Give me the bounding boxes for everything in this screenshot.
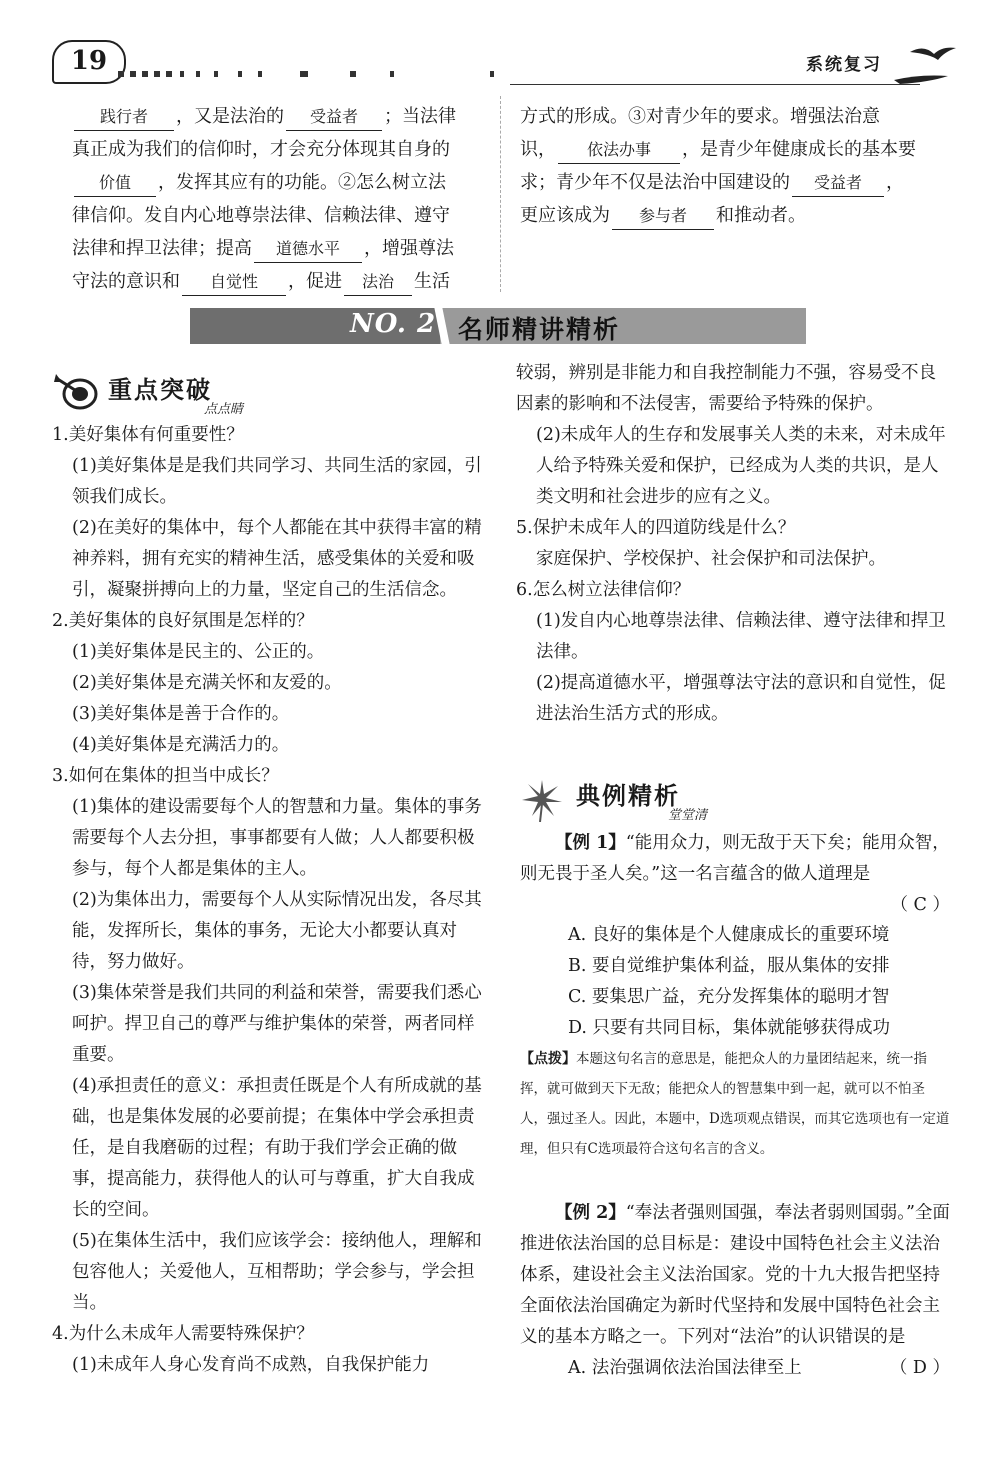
examples-heading	[518, 774, 738, 824]
blank-answer: 法治	[344, 269, 412, 296]
text-run: 生活	[414, 271, 450, 292]
blank-answer: 道德水平	[254, 236, 362, 263]
blank-answer: 自觉性	[182, 269, 286, 296]
text-run: 识，	[520, 139, 556, 160]
header-rule	[510, 84, 920, 85]
example-text: “奉法者强则国强，奉法者弱则国弱。”全面推进依法治国的总目标是：建设中国特色社会主义法治体系，建设社会主义法治国家。党的十九大报告把坚持全面依法治国确定为新时代坚持和发展中国特色社会主义的基本方略之一。下列对“法治”的认识错误的是	[520, 1203, 950, 1347]
text-run: 更应该成为	[520, 205, 610, 226]
blank-answer: 参与者	[612, 203, 714, 230]
column-divider	[500, 96, 501, 292]
examples-title: 典例精析	[576, 782, 680, 810]
answer-text: (4)承担责任的意义：承担责任既是个人有所成就的基础，也是集体发展的必要前提；在集体中学会承担责任，是自我磨砺的过程；有助于我们学会正确的做事，提高能力，获得他人的认可与尊重，扩大自我成长的空间。	[72, 1076, 482, 1220]
text-run: ，	[886, 172, 904, 193]
flower-icon	[518, 776, 568, 822]
answer-text: (2)在美好的集体中，每个人都能在其中获得丰富的精神养料，拥有充实的精神生活，感受集体的关爱和吸引，凝聚拼搏向上的力量，坚定自己的生活信念。	[72, 518, 482, 600]
page-number: 19	[52, 40, 126, 84]
option-item: D. 只要有共同目标，集体就能够获得成功	[568, 1018, 891, 1038]
answer-text: 家庭保护、学校保护、社会保护和司法保护。	[536, 549, 886, 569]
blank-answer: 受益者	[286, 104, 382, 131]
focus-subtitle: 点点睛	[204, 402, 244, 417]
question-heading: 3.如何在集体的担当中成长？	[52, 766, 279, 786]
text-run: ，是青少年健康成长的基本要	[682, 139, 916, 160]
answer-text: (1)美好集体是民主的、公正的。	[72, 642, 325, 662]
blank-answer: 依法办事	[558, 137, 680, 164]
example-text: “能用众力，则无敌于天下矣；能用众智，则无畏于圣人矣。”这一名言蕴含的做人道理是	[520, 833, 950, 884]
hint-text: 本题这句名言的意思是，能把众人的力量团结起来，统一指挥，就可做到天下无敌；能把众人的智慧集中到一起，就可以不怕圣人，强过圣人。因此，本题中，D选项观点错误，而其它选项也有一定道理，但只有C选项最符合这句名言的含义。	[520, 1051, 950, 1157]
text-run: 法律和捍卫法律；提高	[72, 238, 252, 259]
example-answer: （ D ）	[889, 1358, 950, 1378]
blank-answer: 受益者	[792, 170, 884, 197]
answer-text: (2)未成年人的生存和发展事关人类的未来，对未成年人给予特殊关爱和保护，已经成为人类的共识，是人类文明和社会进步的应有之义。	[536, 425, 946, 507]
example-label: 【例 1】	[555, 833, 626, 853]
question-heading: 2.美好集体的良好氛围是怎样的？	[52, 611, 314, 631]
top-left-paragraph	[72, 100, 484, 298]
text-run: ；当法律	[384, 106, 456, 127]
left-question-list	[52, 420, 486, 1381]
text-run: 守法的意识和	[72, 271, 180, 292]
hint-label: 【点拨】	[520, 1051, 576, 1067]
question-heading: 6.怎么树立法律信仰？	[516, 580, 691, 600]
question-heading: 4.为什么未成年人需要特殊保护？	[52, 1324, 314, 1344]
answer-text: (2)美好集体是充满关怀和友爱的。	[72, 673, 342, 693]
section-number: NO. 2	[350, 309, 437, 339]
target-icon	[54, 372, 102, 412]
example-1	[520, 828, 950, 1164]
answer-text: (1)集体的建设需要每个人的智慧和力量。集体的事务需要每个人去分担，事事都要有人做；人人都要积极参与，每个人都是集体的主人。	[72, 797, 482, 879]
examples-subtitle: 堂堂清	[668, 808, 708, 823]
answer-text: (1)美好集体是是我们共同学习、共同生活的家园，引领我们成长。	[72, 456, 482, 507]
bird-icon	[890, 40, 970, 90]
text-run: ，又是法治的	[176, 106, 284, 127]
option-item: A. 良好的集体是个人健康成长的重要环境	[568, 925, 890, 945]
question-heading: 1.美好集体有何重要性？	[52, 425, 244, 445]
option-item: A. 法治强调依法治国法律至上	[568, 1358, 802, 1378]
example-answer: （ C ）	[890, 895, 950, 915]
blank-answer: 践行者	[74, 104, 174, 131]
text-run: ，增强尊法	[364, 238, 454, 259]
text-run: ，促进	[288, 271, 342, 292]
answer-text: (2)提高道德水平，增强尊法守法的意识和自觉性，促进法治生活方式的形成。	[536, 673, 946, 724]
header-dots-decoration	[118, 68, 508, 80]
example-options	[520, 920, 950, 1044]
answer-text: (3)美好集体是善于合作的。	[72, 704, 290, 724]
section-label: 系统复习	[806, 55, 882, 75]
text-run: ，发挥其应有的功能。②怎么树立法	[158, 172, 446, 193]
answer-text: (4)美好集体是充满活力的。	[72, 735, 290, 755]
option-item: C. 要集思广益，充分发挥集体的聪明才智	[568, 987, 890, 1007]
section-title: 名师精讲精析	[458, 315, 621, 344]
focus-heading	[54, 366, 254, 418]
text-run: 和推动者。	[716, 205, 806, 226]
top-right-paragraph	[520, 100, 944, 232]
answer-text: 较弱，辨别是非能力和自我控制能力不强，容易受不良因素的影响和不法侵害，需要给予特殊的保护。	[516, 363, 936, 414]
answer-text: (5)在集体生活中，我们应该学会：接纳他人，理解和包容他人；关爱他人，互相帮助；学会参与，学会担当。	[72, 1231, 482, 1313]
blank-answer: 价值	[74, 170, 156, 197]
focus-title: 重点突破	[108, 376, 212, 404]
answer-text: (1)未成年人身心发育尚不成熟，自我保护能力	[72, 1355, 430, 1375]
right-question-list	[516, 358, 952, 730]
text-line: 真正成为我们的信仰时，才会充分体现其自身的	[72, 139, 450, 160]
example-label: 【例 2】	[555, 1203, 626, 1223]
answer-text: (1)发自内心地尊崇法律、信赖法律、遵守法律和捍卫法律。	[536, 611, 946, 662]
text-run: 求；青少年不仅是法治中国建设的	[520, 172, 790, 193]
question-heading: 5.保护未成年人的四道防线是什么？	[516, 518, 796, 538]
text-line: 方式的形成。③对青少年的要求。增强法治意	[520, 106, 880, 127]
option-item: B. 要自觉维护集体利益，服从集体的安排	[568, 956, 890, 976]
text-line: 律信仰。发自内心地尊崇法律、信赖法律、遵守	[72, 205, 450, 226]
answer-text: (2)为集体出力，需要每个人从实际情况出发，各尽其能，发挥所长，集体的事务，无论大小都要认真对待，努力做好。	[72, 890, 482, 972]
answer-text: (3)集体荣誉是我们共同的利益和荣誉，需要我们悉心呵护。捍卫自己的尊严与维护集体的荣誉，两者同样重要。	[72, 983, 482, 1065]
example-2	[520, 1198, 950, 1384]
